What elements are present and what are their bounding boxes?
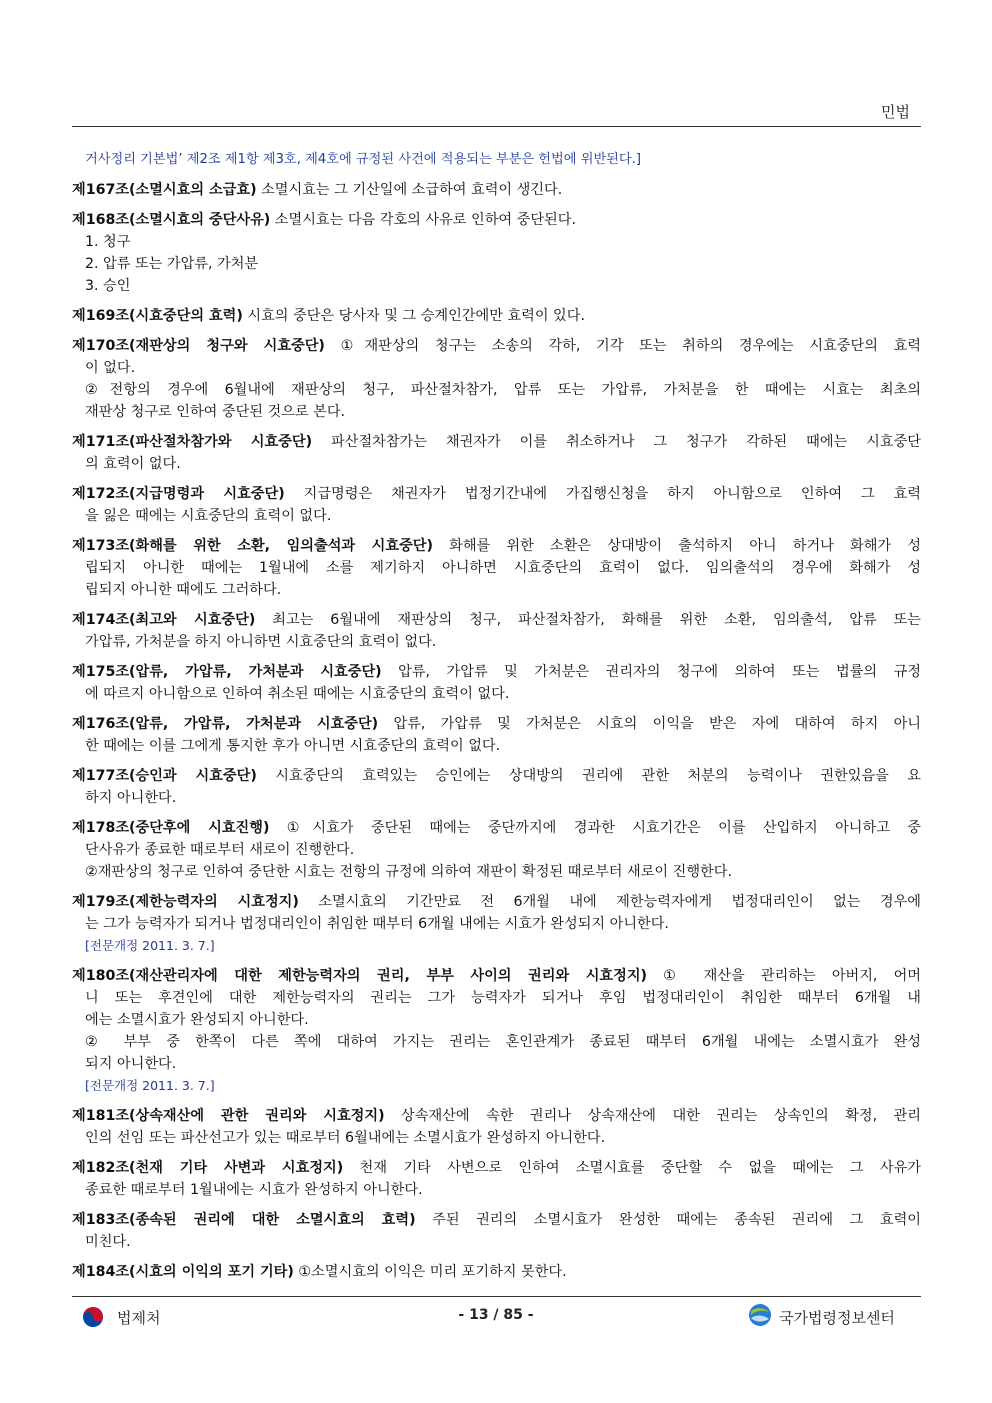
article-heading: 제181조(상속재산에 관한 권리와 시효정지) xyxy=(72,1108,385,1124)
article-183: 제183조(종속된 권리에 대한 소멸시효의 효력) 주된 권리의 소멸시효가 완성한 때에는 종속된 권리에 그 효력이 미친다. xyxy=(72,1212,921,1250)
article-167: 제167조(소멸시효의 소급효) 소멸시효는 그 기산일에 소급하여 효력이 생긴다. xyxy=(72,182,563,198)
article-172: 제172조(지급명령과 시효중단) 지급명령은 채권자가 법정기간내에 가집행신청을 하지 아니함으로 인하여 그 효력 을 잃은 때에는 시효중단의 효력이 없다. xyxy=(72,486,921,524)
article-heading: 제177조(승인과 시효중단) xyxy=(72,768,257,784)
article-heading: 제180조(재산관리자에 대한 제한능력자의 권리, 부부 사이의 권리와 시효정지) xyxy=(72,968,648,984)
article-184: 제184조(시효의 이익의 포기 기타) ①소멸시효의 이익은 미리 포기하지 못한다. xyxy=(72,1264,567,1280)
article-174: 제174조(최고와 시효중단) 최고는 6월내에 재판상의 청구, 파산절차참가, 화해를 위한 소환, 임의출석, 압류 또는 가압류, 가처분을 하지 아니하면 시효중단의 효력이 없다. xyxy=(72,612,921,650)
article-178: 제178조(중단후에 시효진행) ①시효가 중단된 때에는 중단까지에 경과한 시효기간은 이를 산입하지 아니하고 중 단사유가 종료한 때로부터 새로이 진행한다. ②재판상의 청구로 인하여 중단한 시효는 전항의 규정에 의하여 재판이 확정된 때로부터 새로이 진행한다. xyxy=(72,820,921,880)
article-heading: 제170조(재판상의 청구와 시효중단) xyxy=(72,338,325,354)
article-heading: 제182조(천재 기타 사변과 시효정지) xyxy=(72,1160,344,1176)
article-heading: 제176조(압류, 가압류, 가처분과 시효중단) xyxy=(72,716,379,732)
article-heading: 제174조(최고와 시효중단) xyxy=(72,612,256,628)
article-173: 제173조(화해를 위한 소환, 임의출석과 시효중단) 화해를 위한 소환은 상대방이 출석하지 아니 하거나 화해가 성 립되지 아니한 때에는 1월내에 소를 제기하지 아니하면 시효중단의 효력이 없다. 임의출석의 경우에 화해가 성 립되지 아니한 때에도 그러하다. xyxy=(72,538,921,598)
article-175: 제175조(압류, 가압류, 가처분과 시효중단) 압류, 가압류 및 가처분은 권리자의 청구에 의하여 또는 법률의 규정 에 따르지 아니함으로 인하여 취소된 때에는 시효중단의 효력이 없다. xyxy=(72,664,921,702)
article-177: 제177조(승인과 시효중단) 시효중단의 효력있는 승인에는 상대방의 권리에 관한 처분의 능력이나 권한있음을 요 하지 아니한다. xyxy=(72,768,921,806)
list-item: 2. 압류 또는 가압류, 가처분 xyxy=(85,256,259,272)
article-181: 제181조(상속재산에 관한 권리와 시효정지) 상속재산에 속한 권리나 상속재산에 대한 권리는 상속인의 확정, 관리 인의 선임 또는 파산선고가 있는 때로부터 6월내에는 소멸시효가 완성하지 아니한다. xyxy=(72,1108,922,1146)
amendment-note: [전문개정 2011. 3. 7.] xyxy=(85,1078,215,1093)
article-heading: 제183조(종속된 권리에 대한 소멸시효의 효력) xyxy=(72,1212,416,1228)
law-title: 민법 xyxy=(881,103,910,121)
article-heading: 제173조(화해를 위한 소환, 임의출석과 시효중단) xyxy=(72,538,433,554)
article-171: 제171조(파산절차참가와 시효중단) 파산절차참가는 채권자가 이를 취소하거나 그 청구가 각하된 때에는 시효중단 의 효력이 없다. xyxy=(72,434,921,472)
article-168: 제168조(소멸시효의 중단사유) 소멸시효는 다음 각호의 사유로 인하여 중단된다. 1. 청구 2. 압류 또는 가압류, 가처분 3. 승인 xyxy=(72,209,921,297)
article-heading: 제167조(소멸시효의 소급효) xyxy=(72,182,257,198)
footer-agency: 법제처 xyxy=(117,1309,161,1327)
article-176: 제176조(압류, 가압류, 가처분과 시효중단) 압류, 가압류 및 가처분은 시효의 이익을 받은 자에 대하여 하지 아니 한 때에는 이를 그에게 통지한 후가 아니면 시효중단의 효력이 없다. xyxy=(72,716,921,754)
previous-article-tail: 거사정리 기본법’ 제2조 제1항 제3호, 제4호에 규정된 사건에 적용되는 부분은 헌법에 위반된다.] xyxy=(85,152,641,167)
article-180: 제180조(재산관리자에 대한 제한능력자의 권리, 부부 사이의 권리와 시효정지) ① 재산을 관리하는 아버지, 어머 니 또는 후견인에 대한 제한능력자의 권리는 그가 능력자가 되거나 후임 법정대리인이 취임한 때부터 6개월 내 에는 소멸시효가 완성되지 아니한다. ② 부부 중 한쪽이 다른 쪽에 대하여 가지는 권리는 혼인관계가 종료된 때부터 6개월 내에는 소멸시효가 완성 되지 아니한다. [전문개정 2011. 3. 7.] xyxy=(72,965,921,1097)
list-item: 3. 승인 xyxy=(85,278,131,294)
globe-logo-icon xyxy=(748,1303,772,1327)
article-heading: 제168조(소멸시효의 중단사유) xyxy=(72,212,271,228)
law-body xyxy=(72,149,921,1283)
list-item: 1. 청구 xyxy=(85,234,131,250)
article-heading: 제169조(시효중단의 효력) xyxy=(72,308,243,324)
article-169: 제169조(시효중단의 효력) 시효의 중단은 당사자 및 그 승계인간에만 효력이 있다. xyxy=(72,308,585,324)
page-number: - 13 / 85 - xyxy=(458,1307,534,1323)
article-179: 제179조(제한능력자의 시효정지) 소멸시효의 기간만료 전 6개월 내에 제한능력자에게 법정대리인이 없는 경우에 는 그가 능력자가 되거나 법정대리인이 취임한 때부터 6개월 내에는 시효가 완성되지 아니한다. [전문개정 2011. 3. 7.] xyxy=(72,891,921,957)
footer-center-name: 국가법령정보센터 xyxy=(779,1309,895,1327)
article-182: 제182조(천재 기타 사변과 시효정지) 천재 기타 사변으로 인하여 소멸시효를 중단할 수 없을 때에는 그 사유가 종료한 때로부터 1월내에는 시효가 완성하지 아니한다. xyxy=(72,1160,921,1198)
article-heading: 제178조(중단후에 시효진행) xyxy=(72,820,270,836)
article-heading: 제184조(시효의 이익의 포기 기타) xyxy=(72,1264,294,1280)
article-170: 제170조(재판상의 청구와 시효중단) ①재판상의 청구는 소송의 각하, 기각 또는 취하의 경우에는 시효중단의 효력 이 없다. ②전항의 경우에 6월내에 재판상의 청구, 파산절차참가, 압류 또는 가압류, 가처분을 한 때에는 시효는 최초의 재판상 청구로 인하여 중단된 것으로 본다. xyxy=(72,338,921,420)
article-heading: 제171조(파산절차참가와 시효중단) xyxy=(72,434,313,450)
amendment-note: [전문개정 2011. 3. 7.] xyxy=(85,938,215,953)
header-rule xyxy=(72,126,921,127)
article-heading: 제175조(압류, 가압류, 가처분과 시효중단) xyxy=(72,664,382,680)
footer-rule xyxy=(72,1296,921,1297)
article-heading: 제179조(제한능력자의 시효정지) xyxy=(72,894,299,910)
article-heading: 제172조(지급명령과 시효중단) xyxy=(72,486,285,502)
